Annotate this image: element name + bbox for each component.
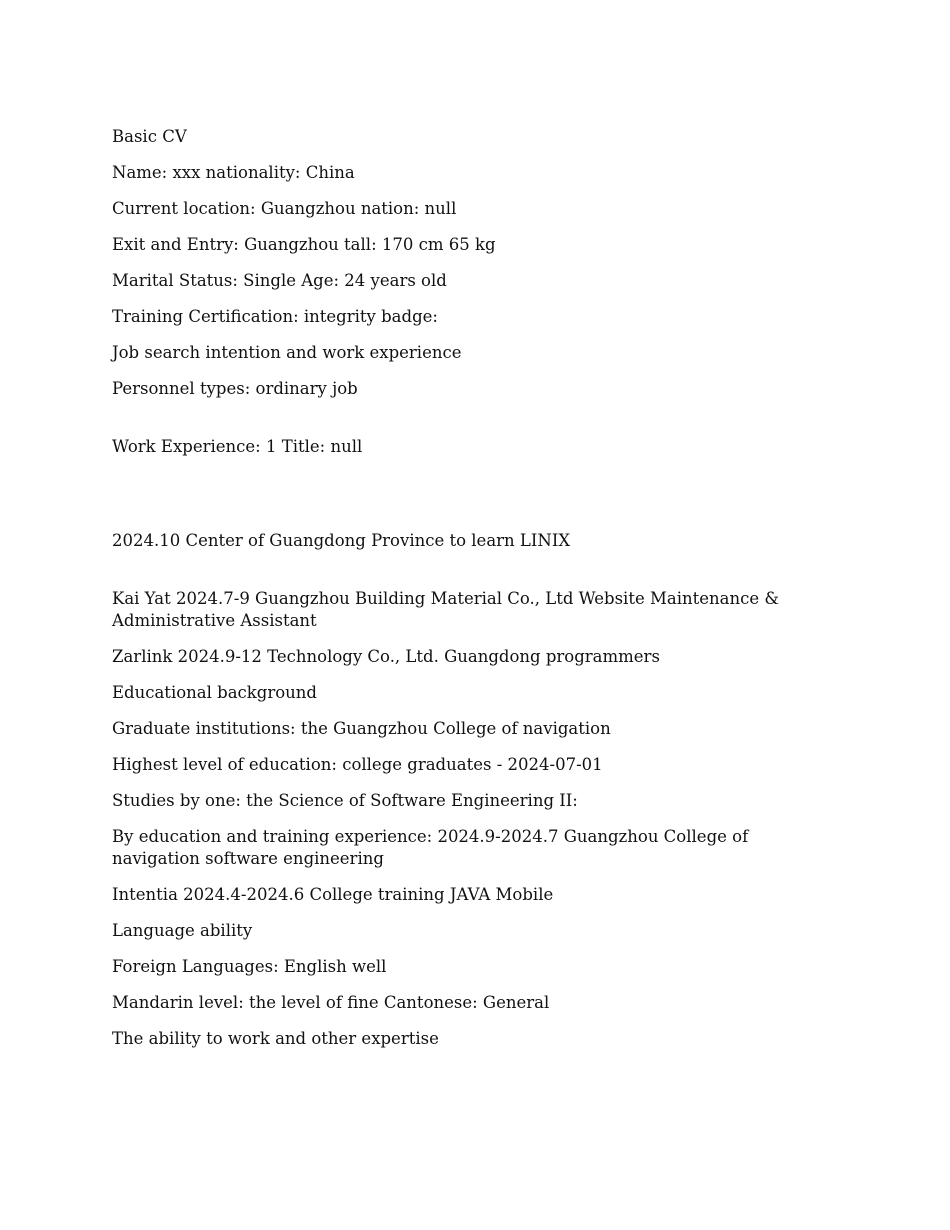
language-heading: Language ability — [112, 921, 253, 940]
foreign-languages-line: Foreign Languages: English well — [112, 957, 387, 976]
intentia-training-line: Intentia 2024.4-2024.6 College training JAVA Mobile — [112, 885, 554, 904]
name-nationality-line: Name: xxx nationality: China — [112, 163, 355, 182]
personnel-types-line: Personnel types: ordinary job — [112, 379, 358, 398]
document-page — [112, 126, 832, 1064]
experience-linix-line: 2024.10 Center of Guangdong Province to learn LINIX — [112, 531, 571, 550]
exit-entry-line: Exit and Entry: Guangzhou tall: 170 cm 65 kg — [112, 235, 496, 254]
experience-kai-yat-line: Kai Yat 2024.7-9 Guangzhou Building Material Co., Ltd Website Maintenance & Administrative Assistant — [112, 589, 780, 630]
training-certification-line: Training Certification: integrity badge: — [112, 307, 438, 326]
location-line: Current location: Guangzhou nation: null — [112, 199, 457, 218]
studies-line: Studies by one: the Science of Software Engineering II: — [112, 791, 578, 810]
education-training-line: By education and training experience: 2024.9-2024.7 Guangzhou College of navigation software engineering — [112, 827, 749, 868]
job-search-heading: Job search intention and work experience — [112, 343, 462, 362]
expertise-heading: The ability to work and other expertise — [112, 1029, 439, 1048]
marital-age-line: Marital Status: Single Age: 24 years old — [112, 271, 447, 290]
experience-zarlink-line: Zarlink 2024.9-12 Technology Co., Ltd. Guangdong programmers — [112, 647, 660, 666]
education-heading: Educational background — [112, 683, 317, 702]
document-title: Basic CV — [112, 127, 187, 146]
graduate-institution-line: Graduate institutions: the Guangzhou College of navigation — [112, 719, 611, 738]
highest-education-line: Highest level of education: college graduates - 2024-07-01 — [112, 755, 603, 774]
work-experience-line: Work Experience: 1 Title: null — [112, 437, 363, 456]
mandarin-level-line: Mandarin level: the level of fine Cantonese: General — [112, 993, 550, 1012]
